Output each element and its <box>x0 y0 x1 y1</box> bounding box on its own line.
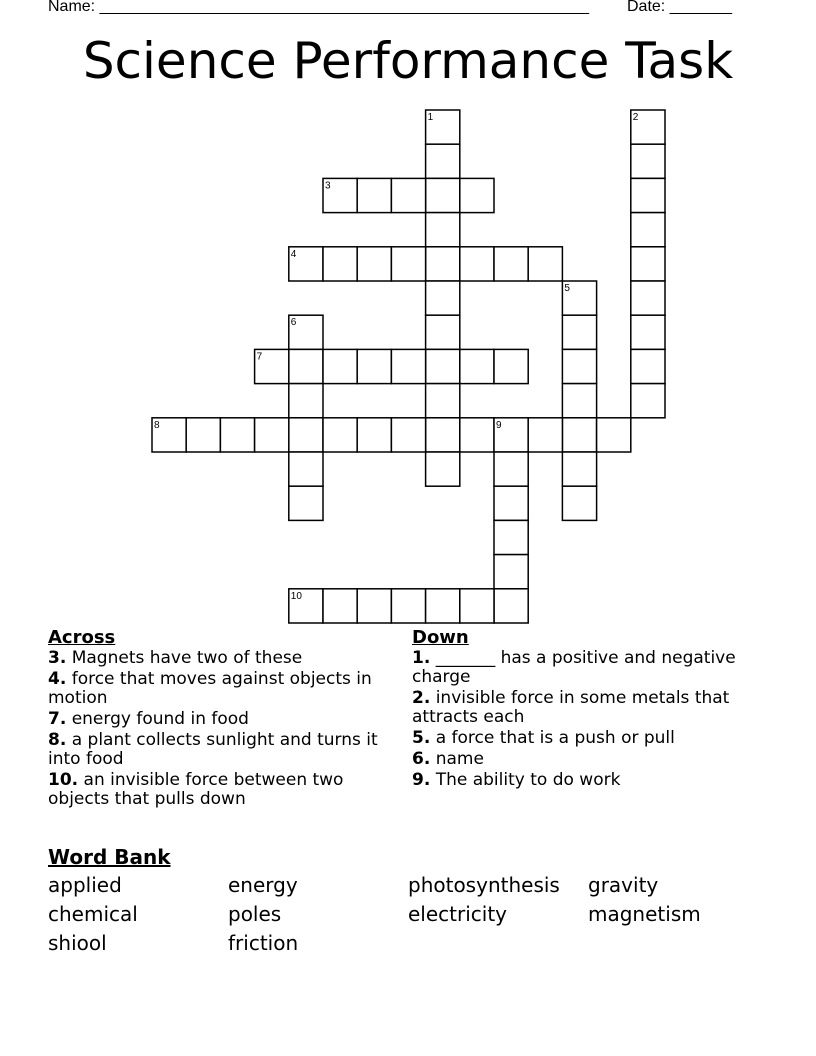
word-bank-word: friction <box>228 931 299 955</box>
down-heading: Down <box>412 627 469 648</box>
clue-text: energy found in food <box>71 709 249 729</box>
clue-number: 8. <box>48 730 67 750</box>
name-line[interactable]: _______________________________________________________ <box>99 0 589 15</box>
clue-text: a plant collects sunlight and turns it into food <box>48 730 378 769</box>
crossword-cell[interactable] <box>494 247 528 281</box>
clue-number-label: 8 <box>154 419 160 431</box>
crossword-cell[interactable] <box>426 418 460 452</box>
crossword-cell[interactable] <box>323 589 357 623</box>
clue-text: _______ has a positive and negative charge <box>412 648 736 687</box>
crossword-cell[interactable] <box>562 281 596 315</box>
crossword-cell[interactable] <box>460 178 494 212</box>
crossword-cell[interactable] <box>494 589 528 623</box>
crossword-cell[interactable] <box>255 418 289 452</box>
crossword-cell[interactable] <box>631 110 665 144</box>
crossword-cell[interactable] <box>562 452 596 486</box>
word-bank-word: poles <box>228 902 282 926</box>
word-bank-word: applied <box>48 873 122 897</box>
crossword-cell[interactable] <box>562 486 596 520</box>
crossword-cell[interactable] <box>426 213 460 247</box>
crossword-cell[interactable] <box>289 247 323 281</box>
crossword-cell[interactable] <box>631 384 665 418</box>
clue-number-label: 7 <box>256 351 263 363</box>
crossword-cell[interactable] <box>631 213 665 247</box>
date-line[interactable]: _______ <box>669 0 732 15</box>
crossword-cell[interactable] <box>186 418 220 452</box>
crossword-cell[interactable] <box>597 418 631 452</box>
crossword-cell[interactable] <box>289 589 323 623</box>
crossword-cell[interactable] <box>323 178 357 212</box>
clue-number: 1. <box>412 648 431 668</box>
clue-number-label: 6 <box>290 317 297 329</box>
crossword-cell[interactable] <box>391 178 425 212</box>
crossword-cell[interactable] <box>562 349 596 383</box>
word-bank-word: shiool <box>48 931 107 955</box>
crossword-cell[interactable] <box>323 349 357 383</box>
crossword-cell[interactable] <box>494 418 528 452</box>
word-bank-list <box>48 873 768 955</box>
clue-text: Magnets have two of these <box>71 648 303 668</box>
crossword-cell[interactable] <box>357 349 391 383</box>
crossword-cell[interactable] <box>528 247 562 281</box>
clue-number-label: 10 <box>290 590 302 602</box>
crossword-cell[interactable] <box>426 384 460 418</box>
word-bank-word: chemical <box>48 902 138 926</box>
crossword-cell[interactable] <box>357 178 391 212</box>
across-clues <box>48 628 393 811</box>
across-clue <box>48 771 393 809</box>
across-clue <box>48 710 393 729</box>
crossword-cell[interactable] <box>494 555 528 589</box>
clue-text: invisible force in some metals that attracts each <box>412 688 730 727</box>
crossword-cell[interactable] <box>426 144 460 178</box>
across-clue <box>48 670 393 708</box>
crossword-cell[interactable] <box>391 418 425 452</box>
crossword-cell[interactable] <box>391 589 425 623</box>
crossword-cell[interactable] <box>426 589 460 623</box>
crossword-cell[interactable] <box>426 178 460 212</box>
crossword-cell[interactable] <box>631 315 665 349</box>
crossword-cell[interactable] <box>391 247 425 281</box>
clue-number-label: 1 <box>427 112 434 123</box>
crossword-cell[interactable] <box>494 520 528 554</box>
crossword-cell[interactable] <box>460 247 494 281</box>
crossword-cell[interactable] <box>289 384 323 418</box>
crossword-cell[interactable] <box>426 315 460 349</box>
crossword-cell[interactable] <box>426 349 460 383</box>
crossword-cell[interactable] <box>426 281 460 315</box>
clue-number: 10. <box>48 770 79 790</box>
crossword-cell[interactable] <box>289 486 323 520</box>
clue-text: an invisible force between two objects that pulls down <box>48 770 344 809</box>
crossword-cell[interactable] <box>460 589 494 623</box>
clue-number: 6. <box>412 749 431 769</box>
name-label: Name: <box>48 0 96 15</box>
down-clues <box>412 628 742 792</box>
crossword-cell[interactable] <box>152 418 186 452</box>
clue-number: 3. <box>48 648 67 668</box>
clue-number: 4. <box>48 669 67 689</box>
crossword-cell[interactable] <box>631 247 665 281</box>
word-bank <box>48 845 768 955</box>
crossword-cell[interactable] <box>631 281 665 315</box>
word-bank-word: magnetism <box>588 902 701 926</box>
down-clue <box>412 750 742 769</box>
clue-number: 7. <box>48 709 67 729</box>
clue-number: 2. <box>412 688 431 708</box>
word-bank-word: photosynthesis <box>408 873 560 897</box>
down-clue <box>412 771 742 790</box>
crossword-cell[interactable] <box>631 144 665 178</box>
clue-text: name <box>435 749 484 769</box>
clue-number-label: 5 <box>564 283 570 294</box>
crossword-cell[interactable] <box>460 418 494 452</box>
crossword-cell[interactable] <box>562 384 596 418</box>
clue-number-label: 9 <box>496 419 502 431</box>
crossword-cell[interactable] <box>357 589 391 623</box>
clue-number: 5. <box>412 728 431 748</box>
clue-text: a force that is a push or pull <box>435 728 675 748</box>
page-title: Science Performance Task <box>82 32 734 90</box>
crossword-cell[interactable] <box>426 452 460 486</box>
clue-number-label: 4 <box>290 248 297 260</box>
crossword-cell[interactable] <box>494 486 528 520</box>
across-clue <box>48 731 393 769</box>
crossword-cell[interactable] <box>289 452 323 486</box>
clue-number: 9. <box>412 770 431 790</box>
across-heading: Across <box>48 627 116 648</box>
crossword-cell[interactable] <box>323 418 357 452</box>
crossword-cell[interactable] <box>460 349 494 383</box>
down-clue <box>412 649 742 687</box>
clue-number-label: 3 <box>325 180 331 192</box>
crossword-cell[interactable] <box>289 315 323 349</box>
crossword-cell[interactable] <box>220 418 254 452</box>
word-bank-title: Word Bank <box>48 845 171 869</box>
crossword-cell[interactable] <box>494 452 528 486</box>
crossword-cell[interactable] <box>289 349 323 383</box>
date-label: Date: <box>627 0 666 15</box>
clue-number-label: 2 <box>632 112 639 123</box>
name-field[interactable] <box>48 0 589 16</box>
crossword-cell[interactable] <box>562 418 596 452</box>
word-bank-word: energy <box>228 873 298 897</box>
crossword-cell[interactable] <box>357 247 391 281</box>
crossword-cell[interactable] <box>631 178 665 212</box>
down-clue <box>412 689 742 727</box>
clue-text: The ability to do work <box>435 770 621 790</box>
crossword-cell[interactable] <box>426 247 460 281</box>
word-bank-word: gravity <box>588 873 659 897</box>
crossword-cell[interactable] <box>357 418 391 452</box>
crossword-cell[interactable] <box>631 349 665 383</box>
crossword-cell[interactable] <box>391 349 425 383</box>
down-clue <box>412 729 742 748</box>
date-field[interactable] <box>627 0 732 16</box>
clue-text: force that moves against objects in motion <box>48 669 372 708</box>
crossword-cell[interactable] <box>528 418 562 452</box>
crossword-cell[interactable] <box>289 418 323 452</box>
across-clue <box>48 649 393 668</box>
crossword-cell[interactable] <box>255 349 289 383</box>
crossword-cell[interactable] <box>323 247 357 281</box>
crossword-cell[interactable] <box>494 349 528 383</box>
crossword-cell[interactable] <box>426 110 460 144</box>
crossword-cell[interactable] <box>562 315 596 349</box>
word-bank-word: electricity <box>408 902 508 926</box>
